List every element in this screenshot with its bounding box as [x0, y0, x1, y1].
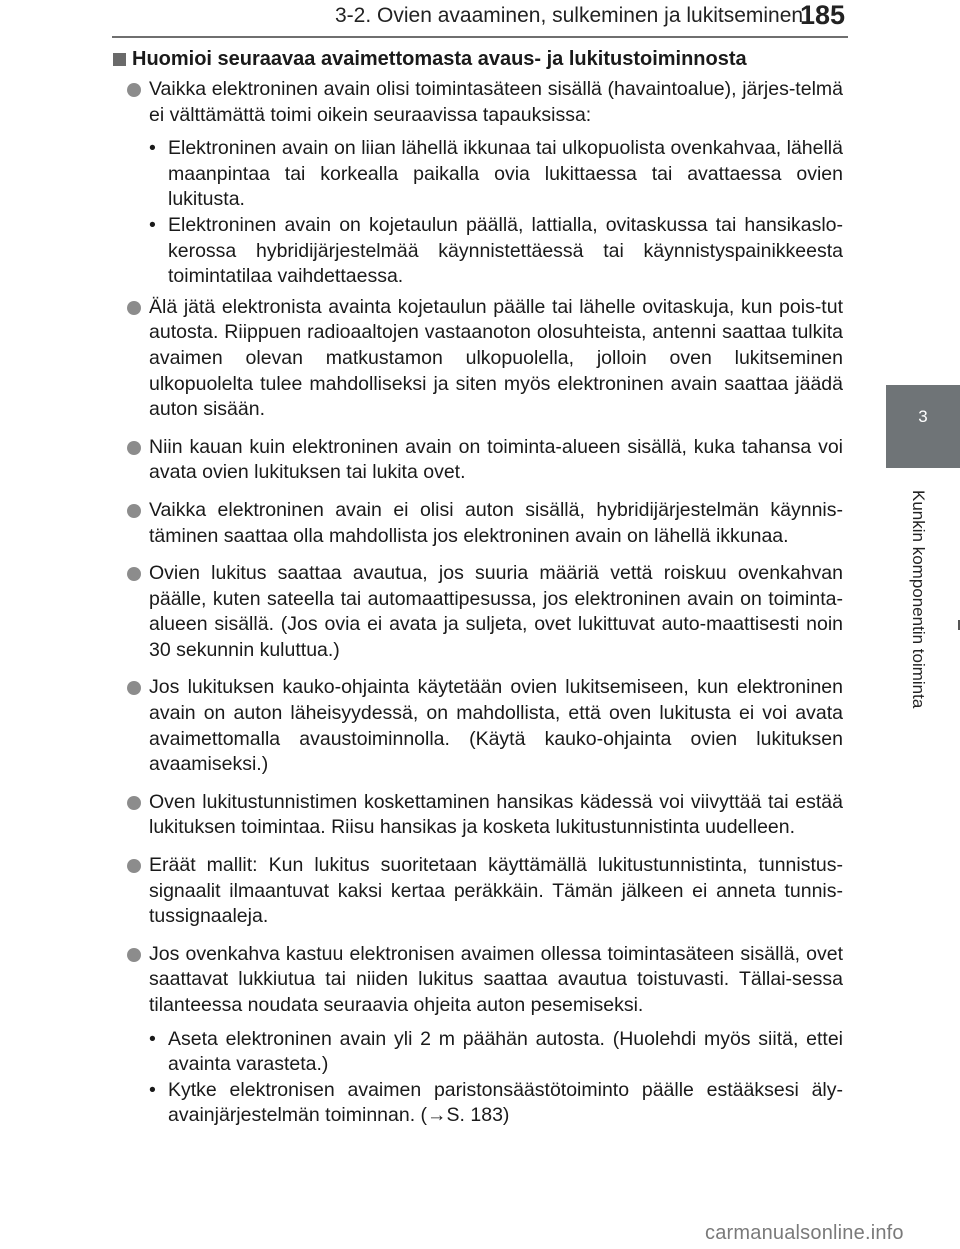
section-heading	[113, 46, 843, 73]
header-divider	[112, 36, 848, 38]
list-item	[113, 498, 843, 549]
sub-list-item-text: Elektroninen avain on kojetaulun päällä, lattialla, ovitaskussa tai hansikaslo-kerossa hybridijärjestelmää käynnistettäessä tai käynnistyspainikkeesta toimintatilaa vaihdettaessa.	[168, 213, 843, 288]
list-item	[113, 435, 843, 486]
circle-bullet-icon	[127, 567, 141, 581]
list-item-text: Älä jätä elektronista avainta kojetaulun päälle tai lähelle ovitaskuja, kun pois-tut autosta. Riippuen radioaaltojen vastaanoton olosuhteista, antenni saattaa tulkita avaimen olevan matkustamon ulkopuolella, jolloin oven lukitseminen ulkopuolelta tulee mahdolliseksi ja siten myös elektroninen avain saattaa jäädä auton sisään.	[149, 295, 843, 421]
dot-bullet-icon: •	[149, 213, 156, 236]
page-header	[0, 0, 960, 40]
circle-bullet-icon	[127, 796, 141, 810]
dot-bullet-icon: •	[149, 1078, 156, 1101]
list-item-text: Eräät mallit: Kun lukitus suoritetaan käyttämällä lukitustunnistinta, tunnistus-signaalit ilmaantuvat kaksi kertaa peräkkäin. Tämän jälkeen ei anneta tunnis-tussignaaleja.	[149, 854, 843, 928]
list-item	[113, 295, 843, 423]
sub-list-item	[113, 1078, 843, 1129]
sub-list-item	[113, 136, 843, 213]
list-item-text: Jos lukituksen kauko-ohjainta käytetään ovien lukitsemiseen, kun elektroninen avain on auton läheisyydessä, on mahdollista, että oven lukitusta ei voi avata avaimettomalla avaustoiminnolla. (Käytä kauko-ohjainta ovien lukituksen avaamiseksi.)	[149, 676, 843, 776]
circle-bullet-icon	[127, 504, 141, 518]
list-item	[113, 942, 843, 1019]
list-item-text: Oven lukitustunnistimen koskettaminen hansikas kädessä voi viivyttää tai estää lukituksen toimintaa. Riisu hansikas ja kosketa lukitustunnistinta uudelleen.	[149, 790, 843, 839]
sub-list	[113, 1027, 843, 1129]
list-item	[113, 675, 843, 777]
list-item-text: Jos ovenkahva kastuu elektronisen avaimen ollessa toimintasäteen sisällä, ovet saattavat lukkiutua tai niiden lukitus saattaa avautua toistuvasti. Tällai-sessa tilanteessa noudata seuraavia ohjeita auton pesemiseksi.	[149, 942, 843, 1016]
list-item	[113, 790, 843, 841]
square-bullet-icon	[113, 53, 126, 66]
circle-bullet-icon	[127, 948, 141, 962]
watermark-text: carmanualsonline.info	[705, 1222, 904, 1244]
dot-bullet-icon: •	[149, 1027, 156, 1050]
sub-list-item-text: Elektroninen avain on liian lähellä ikkunaa tai ulkopuolista ovenkahvaa, lähellä maanpintaa tai korkealla paikalla ovia lukittaessa tai avattaessa ovien lukitusta.	[168, 137, 843, 211]
circle-bullet-icon	[127, 441, 141, 455]
list-item	[113, 77, 843, 128]
list-item-text: Vaikka elektroninen avain ei olisi auton sisällä, hybridijärjestelmän käynnis-täminen saattaa olla mahdollista jos elektroninen avain on lähellä ikkunaa.	[149, 498, 843, 547]
circle-bullet-icon	[127, 859, 141, 873]
chapter-title: 3-2. Ovien avaaminen, sulkeminen ja lukitseminen	[335, 4, 804, 27]
sub-list-item	[113, 1027, 843, 1078]
page-number: 185	[800, 0, 846, 30]
list-item-text: Niin kauan kuin elektroninen avain on toiminta-alueen sisällä, kuka tahansa voi avata ovien lukituksen tai lukita ovet.	[149, 435, 843, 484]
circle-bullet-icon	[127, 83, 141, 97]
sub-list-item-text: Kytke elektronisen avaimen paristonsäästötoiminto päälle estääksesi äly-avainjärjestelmän toiminnan. (→S. 183)	[168, 1078, 843, 1127]
section-title: Huomioi seuraavaa avaimettomasta avaus- ja lukitustoiminnosta	[132, 48, 747, 70]
chapter-label: Kunkin komponentin toiminta	[909, 490, 928, 709]
main-content	[113, 40, 843, 1134]
sub-list	[113, 136, 843, 290]
list-item	[113, 561, 843, 663]
list-item-text: Vaikka elektroninen avain olisi toimintasäteen sisällä (havaintoalue), järjes-telmä ei välttämättä toimi oikein seuraavissa tapauksissa:	[149, 78, 843, 126]
dot-bullet-icon: •	[149, 137, 156, 160]
circle-bullet-icon	[127, 681, 141, 695]
sub-list-item-text: Aseta elektroninen avain yli 2 m päähän autosta. (Huolehdi myös siitä, ettei avainta varasteta.)	[168, 1027, 843, 1076]
list-item	[113, 853, 843, 930]
chapter-tab	[886, 385, 960, 468]
circle-bullet-icon	[127, 301, 141, 315]
chapter-number: 3	[918, 407, 928, 426]
sub-list-item	[113, 213, 843, 290]
list-item-text: Ovien lukitus saattaa avautua, jos suuria määriä vettä roiskuu ovenkahvan päälle, kuten sateella tai automaattipesussa, jos elektroninen avain on toiminta-alueen sisällä. (Jos ovia ei avata ja suljeta, ovet lukittuvat auto-maattisesti noin 30 sekunnin kuluttua.)	[149, 562, 843, 661]
